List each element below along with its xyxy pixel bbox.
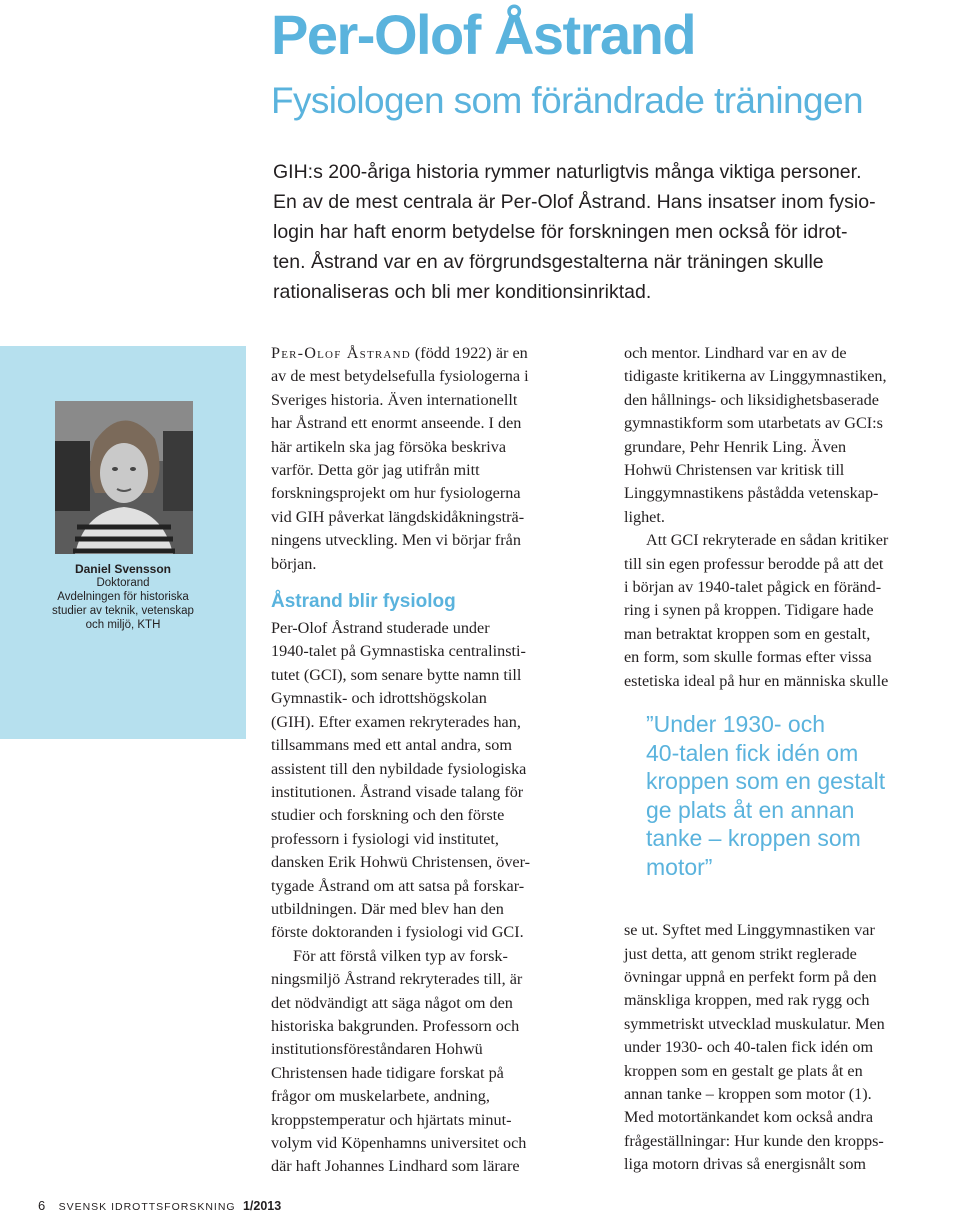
body-line: tygade Åstrand om att satsa på forskar-: [271, 876, 525, 895]
author-info: [0, 562, 246, 632]
body-line: lighet.: [624, 507, 665, 526]
body-line: där haft Johannes Lindhard som lärare: [271, 1157, 520, 1176]
body-line: ningsmiljö Åstrand rekryterades till, är: [271, 970, 523, 989]
body-line: Sveriges historia. Även internationellt: [271, 390, 518, 409]
body-line: professorn i fysiologi vid institutet,: [271, 829, 499, 848]
body-line: volym vid Köpenhamns universitet och: [271, 1134, 527, 1152]
section-heading: Åstrand blir fysiolog: [271, 591, 456, 613]
body-line: ring i synen på kroppen. Tidigare hade: [624, 601, 874, 620]
body-line: förste doktoranden i fysiologi vid GCI.: [271, 923, 524, 942]
ingress-line: ten. Åstrand var en av förgrundsgestalterna när träningen skulle: [273, 251, 824, 273]
quote-line: ge plats åt en annan: [646, 796, 855, 823]
body-line: liga motorn drivas så energisnålt som: [624, 1155, 867, 1174]
body-line: till sin egen professur berodde på att det: [624, 554, 884, 573]
body-line: under 1930- och 40-talen fick idén om: [624, 1038, 874, 1057]
lead-line: [271, 342, 601, 365]
lead-rest: (född 1922) är en: [410, 344, 528, 362]
ingress-line: rationaliseras och bli mer konditionsinriktad.: [273, 281, 652, 303]
ingress-line: login har haft enorm betydelse för forskningen men också för idrot-: [273, 221, 848, 243]
body-line: tidigaste kritikerna av Linggymnastiken,: [624, 367, 887, 386]
body-line: ningens utveckling. Men vi börjar från: [271, 531, 521, 550]
body-line: här artikeln ska jag försöka beskriva: [271, 437, 507, 456]
body-line: historiska bakgrunden. Professorn och: [271, 1016, 520, 1035]
body-line: institutionen. Åstrand visade talang för: [271, 782, 524, 801]
body-line: Per-Olof Åstrand studerade under: [271, 619, 490, 638]
body-line: grundare, Pehr Henrik Ling. Även: [624, 437, 847, 456]
pull-quote: [646, 710, 946, 881]
body-line: kroppen som en gestalt ge plats åt en: [624, 1061, 863, 1080]
body-line: utbildningen. Där med blev han den: [271, 899, 504, 918]
quote-line: kroppen som en gestalt: [646, 768, 886, 794]
page-number: 6: [38, 1198, 46, 1213]
body-line: varför. Detta gör jag utifrån mitt: [271, 461, 480, 480]
body-line: av de mest betydelsefulla fysiologerna i: [271, 367, 529, 386]
body-line: Linggymnastikens påstådda vetenskap-: [624, 484, 879, 503]
body-line: annan tanke – kroppen som motor (1).: [624, 1084, 872, 1103]
author-line: och miljö, KTH: [85, 619, 161, 631]
body-line: (GIH). Efter examen rekryterades han,: [271, 712, 521, 731]
article-ingress: [273, 157, 960, 307]
body-line: det nödvändigt att säga något om den: [271, 993, 513, 1012]
quote-line: 40-talen fick idén om: [646, 739, 859, 766]
author-line: Avdelningen för historiska: [57, 591, 189, 603]
ingress-line: En av de mest centrala är Per-Olof Åstrand. Hans insatser inom fysio-: [273, 191, 876, 213]
body-line: Med motortänkandet kom också andra: [624, 1108, 874, 1127]
author-name: Daniel Svensson: [74, 562, 172, 576]
body-line: symmetriskt utvecklad muskulatur. Men: [624, 1014, 885, 1033]
quote-line: tanke – kroppen som: [646, 825, 861, 851]
magazine-name: SVENSK IDROTTSFORSKNING: [58, 1201, 236, 1213]
body-line: just detta, att genom strikt reglerade: [624, 944, 857, 963]
body-line: 1940-talet på Gymnastiska centralinsti-: [271, 642, 526, 661]
body-line: den hållnings- och liksidighetsbaserade: [624, 390, 879, 409]
body-line: Att GCI rekryterade en sådan kritiker: [646, 531, 889, 550]
article-subtitle: Fysiologen som förändrade träningen: [271, 80, 863, 121]
page-footer: [38, 1198, 281, 1213]
body-line: se ut. Syftet med Linggymnastiken var: [624, 921, 875, 940]
body-line: början.: [271, 554, 317, 573]
author-sidebar: [0, 346, 246, 739]
article-title: Per-Olof Åstrand: [271, 3, 696, 66]
body-line: mänskliga kroppen, med rak rygg och: [624, 991, 870, 1010]
body-line: och mentor. Lindhard var en av de: [624, 344, 847, 362]
body-line: institutionsföreståndaren Hohwü: [271, 1040, 483, 1059]
author-line: studier av teknik, vetenskap: [52, 605, 194, 617]
body-line: assistent till den nybildade fysiologiska: [271, 759, 527, 778]
body-line: frågor om muskelarbete, andning,: [271, 1087, 490, 1106]
body-line: övningar uppnå en perfekt form på den: [624, 967, 877, 986]
body-line: vid GIH påverkat längdskidåkningsträ-: [271, 507, 525, 526]
author-line: Doktorand: [96, 577, 150, 589]
body-line: estetiska ideal på hur en människa skulle: [624, 671, 889, 690]
body-line: har Åstrand ett enormt anseende. I den: [271, 414, 522, 433]
body-line: Hohwü Christensen var kritisk till: [624, 461, 845, 480]
body-line: kroppstemperatur och hjärtats minut-: [271, 1110, 512, 1129]
body-line: Gymnastik- och idrottshögskolan: [271, 689, 487, 708]
body-line: man betraktat kroppen som en gestalt,: [624, 624, 871, 643]
quote-line: ”Under 1930- och: [646, 711, 825, 737]
body-line: en form, som skulle formas efter vissa: [624, 648, 872, 667]
issue-number: 1/2013: [242, 1199, 282, 1213]
quote-line: motor”: [646, 853, 713, 880]
body-line: studier och forskning och den förste: [271, 806, 505, 825]
body-line: gymnastikform som utarbetats av GCI:s: [624, 414, 883, 433]
body-line: forskningsprojekt om hur fysiologerna: [271, 484, 521, 503]
body-line: tillsammans med ett antal andra, som: [271, 736, 512, 755]
author-portrait-image: [55, 401, 193, 554]
ingress-line: GIH:s 200-åriga historia rymmer naturligtvis många viktiga personer.: [273, 161, 862, 183]
body-line: Christensen hade tidigare forskat på: [271, 1063, 504, 1082]
body-line: dansken Erik Hohwü Christensen, över-: [271, 853, 531, 872]
body-line: i början av 1940-talet pågick en föränd-: [624, 578, 882, 597]
body-line: För att förstå vilken typ av forsk-: [293, 946, 508, 965]
body-line: frågeställningar: Hur kunde den kropps-: [624, 1131, 884, 1150]
article-column-1: [271, 342, 601, 1179]
body-line: tutet (GCI), som senare bytte namn till: [271, 665, 522, 684]
author-photo: [55, 401, 193, 554]
lead-name: Per-Olof Åstrand: [271, 344, 411, 362]
